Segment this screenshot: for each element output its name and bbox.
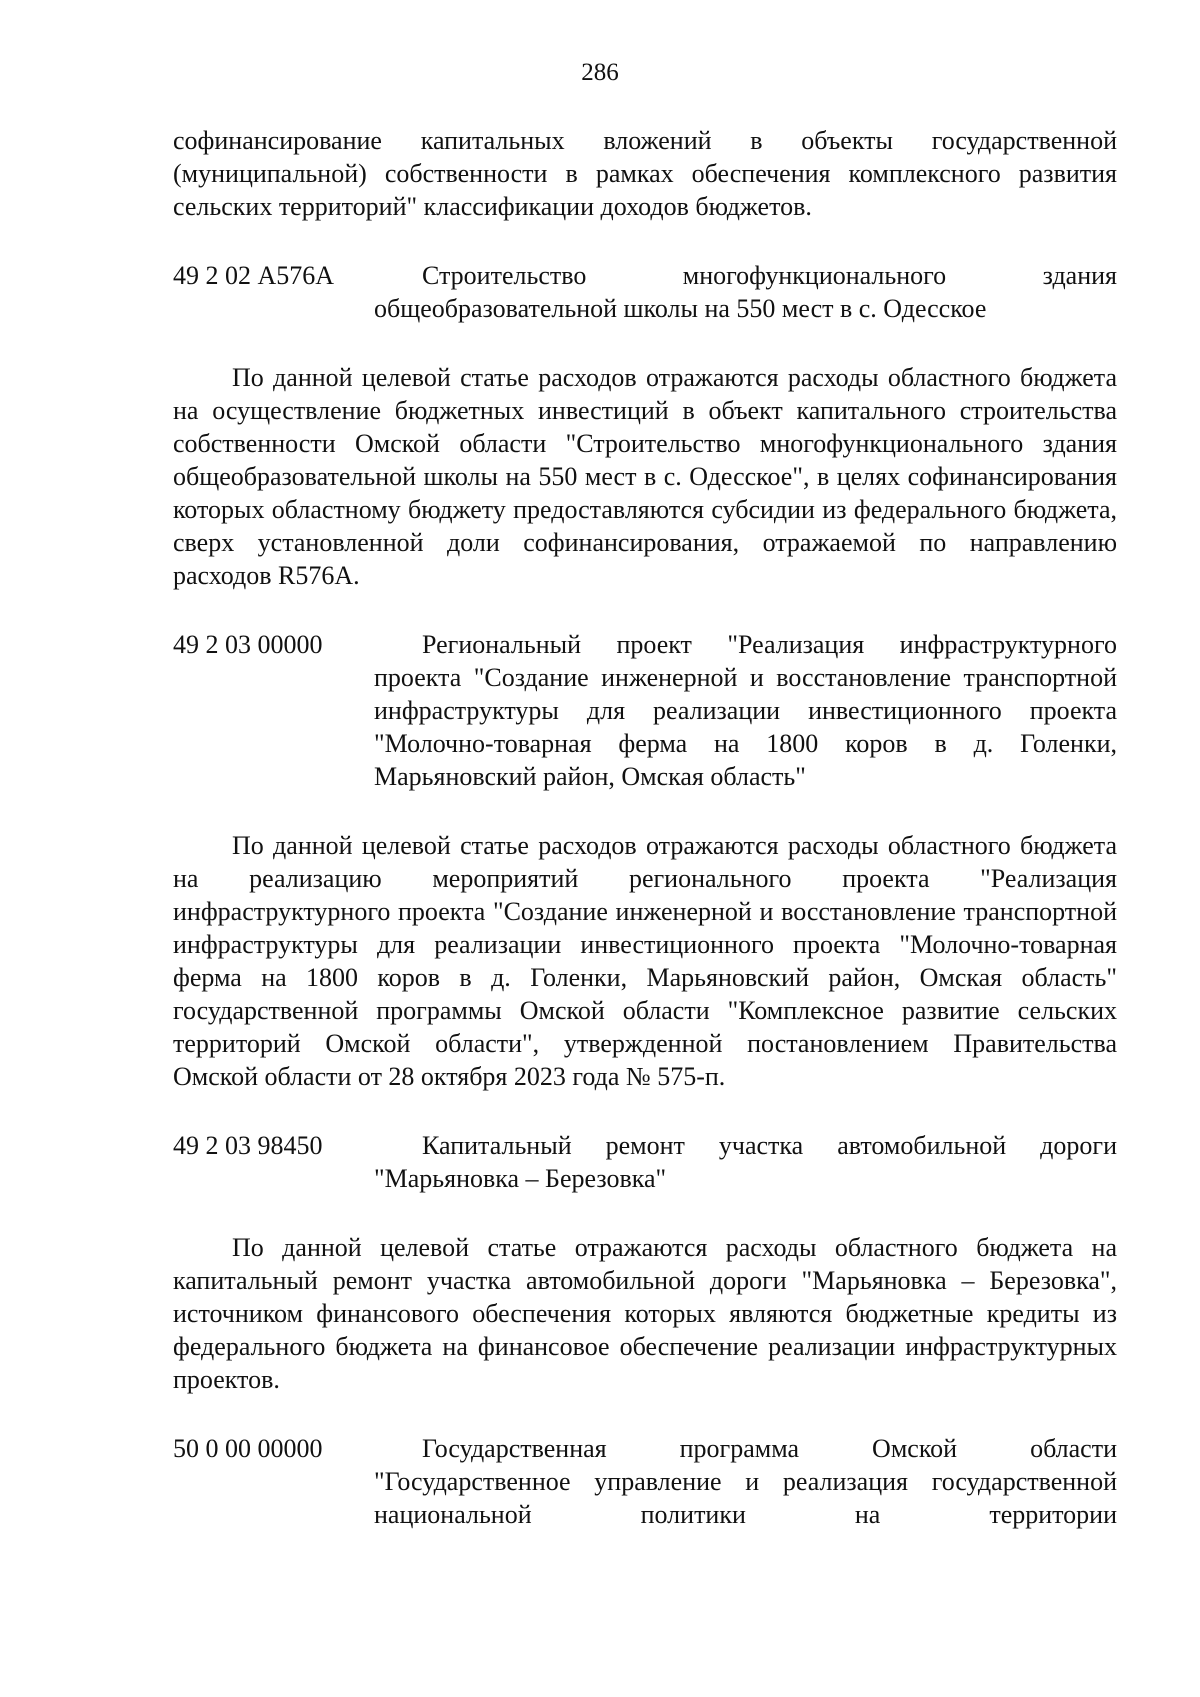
- page-number: 286: [581, 59, 619, 86]
- entry-title: Капитальный ремонт участка автомобильной дороги "Марьяновка – Березовка": [374, 1131, 1117, 1193]
- intro-paragraph: софинансирование капитальных вложений в объекты государственной (муниципальной) собственности в рамках обеспечения комплексного развития сельских территорий" классификации доходов бюджетов.: [173, 126, 1117, 221]
- budget-entry: [173, 628, 1117, 793]
- budget-entry: [173, 1432, 1117, 1531]
- body-paragraph: По данной целевой статье расходов отражаются расходы областного бюджета на осуществление бюджетных инвестиций в объект капитального строительства собственности Омской области "Строительство многофункционального здания общеобразовательной школы на 550 мест в с. Одесское", в целях софинансирования которых областному бюджету предоставляются субсидии из федерального бюджета, сверх установленной доли софинансирования, отражаемой по направлению расходов R576А.: [173, 363, 1117, 590]
- document-body: [173, 124, 1117, 1531]
- entry-code: 49 2 03 98450: [173, 1131, 323, 1160]
- entry-title: Государственная программа Омской области "Государственное управление и реализация государственной национальной политики на территории: [374, 1434, 1117, 1529]
- budget-entry: [173, 259, 1117, 325]
- budget-entry: [173, 1129, 1117, 1195]
- body-paragraph: По данной целевой статье отражаются расходы областного бюджета на капитальный ремонт участка автомобильной дороги "Марьяновка – Березовка", источником финансового обеспечения которых являются бюджетные кредиты из федерального бюджета на финансовое обеспечение реализации инфраструктурных проектов.: [173, 1233, 1117, 1394]
- entry-code: 49 2 03 00000: [173, 630, 323, 659]
- entry-title: Региональный проект "Реализация инфраструктурного проекта "Создание инженерной и восстановление транспортной инфраструктуры для реализации инвестиционного проекта "Молочно-товарная ферма на 1800 коров в д. Голенки, Марьяновский район, Омская область": [374, 630, 1117, 791]
- entry-title: Строительство многофункционального здания общеобразовательной школы на 550 мест в с. Одесское: [374, 261, 1117, 323]
- entry-code: 50 0 00 00000: [173, 1434, 323, 1463]
- body-paragraph: По данной целевой статье расходов отражаются расходы областного бюджета на реализацию мероприятий регионального проекта "Реализация инфраструктурного проекта "Создание инженерной и восстановление транспортной инфраструктуры для реализации инвестиционного проекта "Молочно-товарная ферма на 1800 коров в д. Голенки, Марьяновский район, Омская область" государственной программы Омской области "Комплексное развитие сельских территорий Омской области", утвержденной постановлением Правительства Омской области от 28 октября 2023 года № 575-п.: [173, 831, 1117, 1091]
- entry-code: 49 2 02 А576А: [173, 261, 335, 290]
